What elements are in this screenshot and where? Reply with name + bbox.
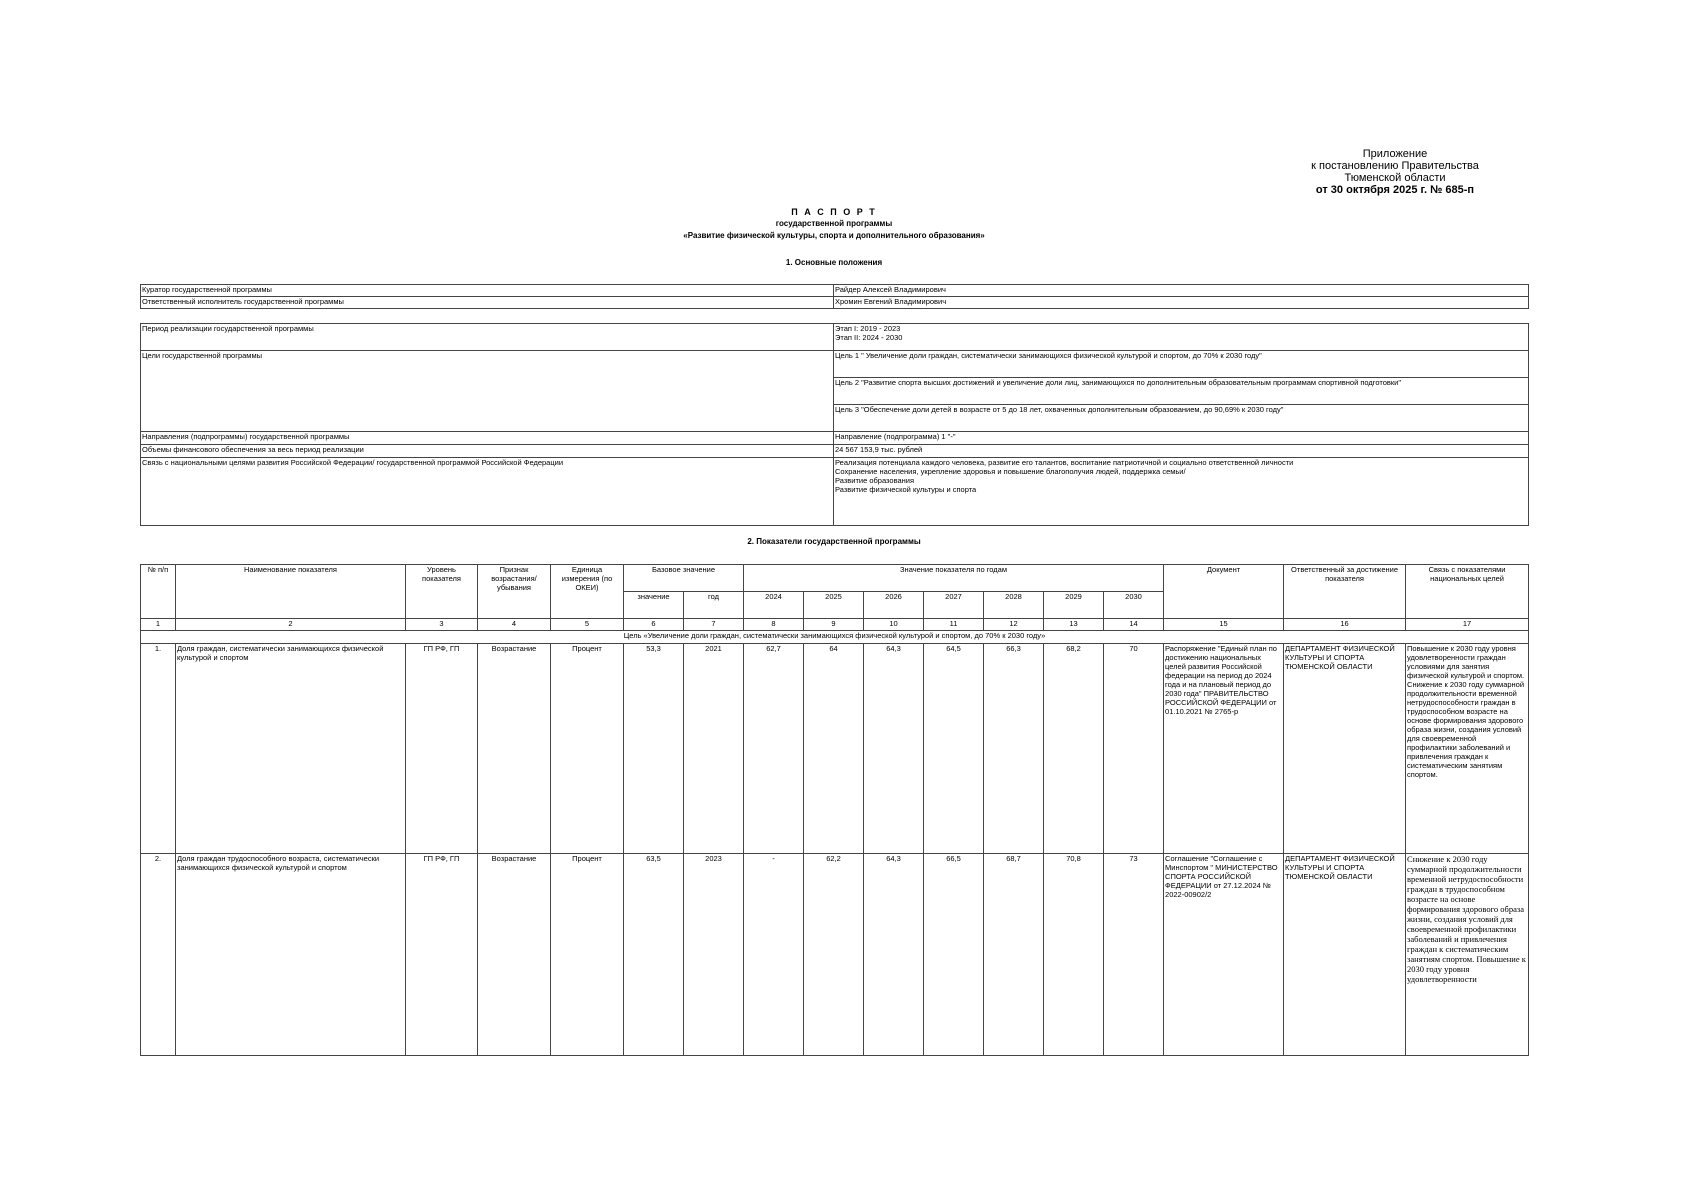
goal-item: Цель 1 " Увеличение доли граждан, систематически занимающихся физической культурой и спортом, до 70% к 2030 году" [834,351,1529,378]
header-name: Наименование показателя [176,565,406,619]
header-sign: Признак возрастания/ убывания [478,565,551,619]
period-label: Период реализации государственной программы [141,324,834,351]
header-level: Уровень показателя [406,565,478,619]
approval-line: Приложение [1362,148,1428,160]
column-number: 7 [684,619,744,631]
executor-label: Ответственный исполнитель государственной программы [141,297,834,309]
approval-block [1300,148,1490,196]
row-year-value: 64 [804,644,864,854]
indicators-table [140,564,1529,1056]
column-number: 9 [804,619,864,631]
row-year-value: - [744,854,804,1056]
row-document: Соглашение "Соглашение с Минспортом " МИНИСТЕРСТВО СПОРТА РОССИЙСКОЙ ФЕДЕРАЦИИ от 27.12.2024 № 2022-00902/2 [1164,854,1284,1056]
row-sign: Возрастание [478,644,551,854]
row-unit: Процент [551,854,624,1056]
program-name: «Развитие физической культуры, спорта и дополнительного образования» [683,231,985,240]
header-num: № п/п [141,565,176,619]
passport-title: П А С П О Р Т [791,207,877,217]
column-number: 12 [984,619,1044,631]
row-year-value: 68,7 [984,854,1044,1056]
column-number: 10 [864,619,924,631]
row-year-value: 64,5 [924,644,984,854]
section2-title: 2. Показатели государственной программы [747,537,921,546]
column-number: 1 [141,619,176,631]
row-year-value: 62,7 [744,644,804,854]
column-numbers-row [141,619,1529,631]
header-year: 2027 [924,592,984,619]
row-year-value: 62,2 [804,854,864,1056]
column-number: 3 [406,619,478,631]
national-goals-value [834,458,1529,526]
column-number: 6 [624,619,684,631]
header-base-value: значение [624,592,684,619]
column-number: 4 [478,619,551,631]
column-number: 13 [1044,619,1104,631]
row-sign: Возрастание [478,854,551,1056]
column-number: 2 [176,619,406,631]
national-goals-label: Связь с национальными целями развития Российской Федерации/ государственной программой Российской Федерации [141,458,834,526]
national-goal-item: Развитие физической культуры и спорта [835,485,977,494]
row-num: 2. [141,854,176,1056]
row-name: Доля граждан трудоспособного возраста, систематически занимающихся физической культурой и спортом [176,854,406,1056]
table-row [141,854,1529,1056]
row-unit: Процент [551,644,624,854]
header-by-years: Значение показателя по годам [744,565,1164,592]
basic-info-table [140,284,1529,309]
header-year: 2026 [864,592,924,619]
header-base-year: год [684,592,744,619]
header-year: 2028 [984,592,1044,619]
national-goal-item: Сохранение населения, укрепление здоровья и повышение благополучия людей, поддержка семьи/ [835,467,1186,476]
finance-label: Объемы финансового обеспечения за весь период реализации [141,445,834,458]
header-responsible: Ответственный за достижение показателя [1284,565,1406,619]
national-goal-item: Реализация потенциала каждого человека, развитие его талантов, воспитание патриотичной и социально ответственной личности [835,458,1294,467]
column-number: 15 [1164,619,1284,631]
row-year-value: 64,3 [864,854,924,1056]
directions-label: Направления (подпрограммы) государственной программы [141,432,834,445]
column-number: 14 [1104,619,1164,631]
program-params-table [140,323,1529,526]
row-responsible: ДЕПАРТАМЕНТ ФИЗИЧЕСКОЙ КУЛЬТУРЫ И СПОРТА ТЮМЕНСКОЙ ОБЛАСТИ [1284,854,1406,1056]
row-base-year: 2021 [684,644,744,854]
row-document: Распоряжение "Единый план по достижению национальных целей развития Российской федерации на период до 2024 года и на плановый период до 2030 года" ПРАВИТЕЛЬСТВО РОССИЙСКОЙ ФЕДЕРАЦИИ от 01.10.2021 № 2765-р [1164,644,1284,854]
header-unit: Единица измерения (по ОКЕИ) [551,565,624,619]
row-link-text: Снижение к 2030 году суммарной продолжительности временной нетрудоспособности граждан в трудоспособном возрасте на основе формирования здорового образа жизни, создания условий для своевременной профилактики заболеваний и привлечения граждан к систематическим занятиям спортом. Повышение к 2030 году уровня удовлетворенности [1407,854,1526,984]
national-goal-item: Развитие образования [835,476,915,485]
header-year: 2024 [744,592,804,619]
row-level: ГП РФ, ГП [406,854,478,1056]
goal-item: Цель 2 "Развитие спорта высших достижений и увеличение доли лиц, занимающихся по дополнительным образовательным программам спортивной подготовки" [834,378,1529,405]
curator-value: Райдер Алексей Владимирович [834,285,1529,297]
column-number: 11 [924,619,984,631]
row-link: Повышение к 2030 году уровня удовлетворенности граждан условиями для занятия физической культурой и спортом. Снижение к 2030 году суммарной продолжительности временной нетрудоспособности граждан в трудоспособном возрасте на основе формирования здорового образа жизни, создания условий для своевременной профилактики заболеваний и привлечения граждан к систематическим занятиям спортом. [1406,644,1529,854]
row-level: ГП РФ, ГП [406,644,478,854]
column-number: 5 [551,619,624,631]
header-year: 2030 [1104,592,1164,619]
directions-value: Направление (подпрограмма) 1 "-" [834,432,1529,445]
period-value [834,324,1529,351]
header-base: Базовое значение [624,565,744,592]
header-year: 2029 [1044,592,1104,619]
goal-item: Цель 3 "Обеспечение доли детей в возрасте от 5 до 18 лет, охваченных дополнительным образованием, до 90,69% к 2030 году" [834,405,1529,432]
approval-line: к постановлению Правительства [1311,160,1479,172]
curator-label: Куратор государственной программы [141,285,834,297]
column-number: 8 [744,619,804,631]
row-base-value: 63,5 [624,854,684,1056]
row-year-value: 66,5 [924,854,984,1056]
goal-row: Цель «Увеличение доли граждан, систематически занимающихся физической культурой и спортом, до 70% к 2030 году» [141,631,1529,644]
row-num: 1. [141,644,176,854]
period-stage: Этап I: 2019 - 2023 [835,324,901,333]
row-base-value: 53,3 [624,644,684,854]
header-year: 2025 [804,592,864,619]
period-stage: Этап II: 2024 - 2030 [835,333,903,342]
header-document: Документ [1164,565,1284,619]
row-year-value: 68,2 [1044,644,1104,854]
row-base-year: 2023 [684,854,744,1056]
row-year-value: 66,3 [984,644,1044,854]
finance-value: 24 567 153,9 тыс. рублей [834,445,1529,458]
section1-title: 1. Основные положения [785,258,883,267]
column-number: 17 [1406,619,1529,631]
program-kind: государственной программы [775,219,893,228]
table-row [141,644,1529,854]
row-name: Доля граждан, систематически занимающихся физической культурой и спортом [176,644,406,854]
header-link: Связь с показателями национальных целей [1406,565,1529,619]
row-year-value: 70 [1104,644,1164,854]
row-year-value: 64,3 [864,644,924,854]
row-year-value: 70,8 [1044,854,1104,1056]
executor-value: Хромин Евгений Владимирович [834,297,1529,309]
column-number: 16 [1284,619,1406,631]
row-link [1406,854,1529,1056]
row-year-value: 73 [1104,854,1164,1056]
goals-label: Цели государственной программы [141,351,834,432]
approval-line: Тюменской области [1344,172,1446,184]
approval-date: от 30 октября 2025 г. № 685-п [1315,184,1475,196]
row-responsible: ДЕПАРТАМЕНТ ФИЗИЧЕСКОЙ КУЛЬТУРЫ И СПОРТА ТЮМЕНСКОЙ ОБЛАСТИ [1284,644,1406,854]
